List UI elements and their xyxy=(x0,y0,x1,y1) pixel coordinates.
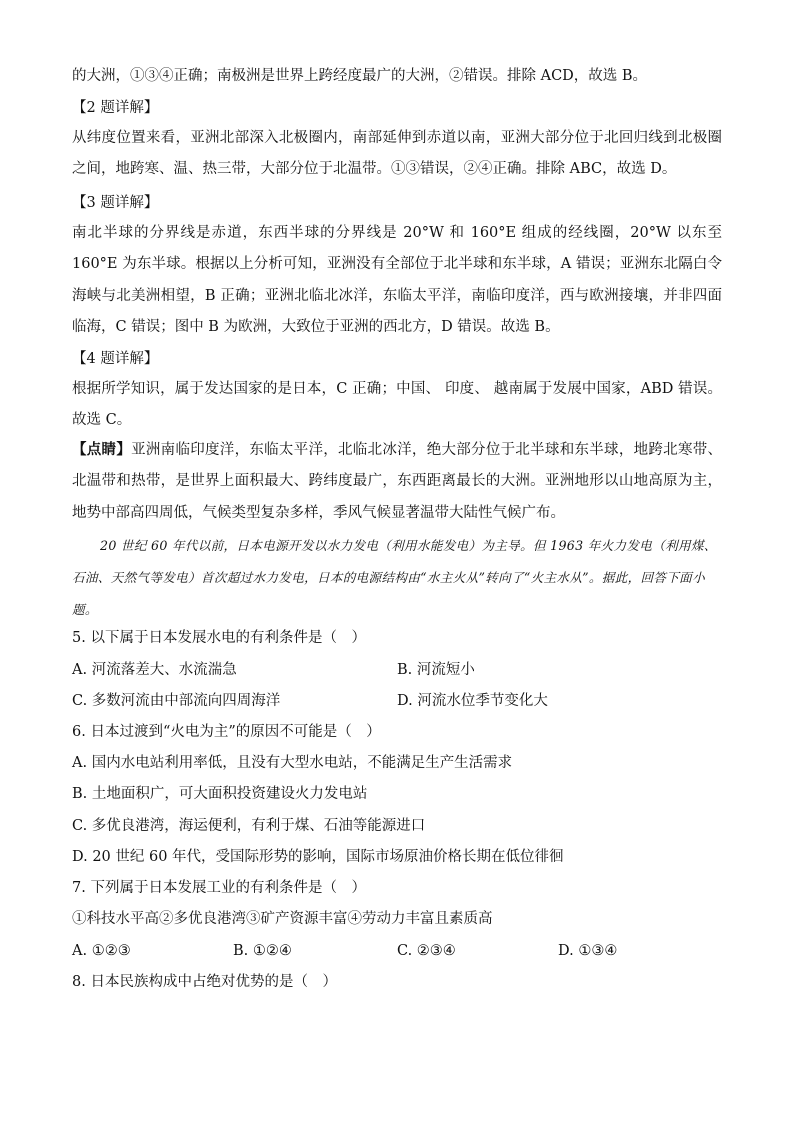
question-7-option-d[interactable]: D. ①③④ xyxy=(558,943,618,959)
question-8-stem: 8. 日本民族构成中占绝对优势的是（ ） xyxy=(72,974,337,990)
question-6-option-c[interactable]: C. 多优良港湾，海运便利，有利于煤、石油等能源进口 xyxy=(72,818,426,834)
question-6-option-d[interactable]: D. 20 世纪 60 年代，受国际形势的影响，国际市场原油价格长期在低位徘徊 xyxy=(72,849,564,865)
q2-heading: 【2 题详解】 xyxy=(72,100,159,116)
q4-heading: 【4 题详解】 xyxy=(72,351,159,367)
q3-explanation: 南北半球的分界线是赤道，东西半球的分界线是 20°W 和 160°E 组成的经线圈，20°W 以东至 160°E 为东半球。根据以上分析可知，亚洲没有全部位于北半球和东半球，A 错误；亚洲东北隔白令海峡与北美洲相望，B 正确；亚洲北临北冰洋，东临太平洋，南临印度洋，西与欧洲接壤，并非四面临海，C 错误；图中 B 为欧洲，大致位于亚洲的西北方，D 错误。故选 B。 xyxy=(72,225,722,336)
question-5-option-c[interactable]: C. 多数河流由中部流向四周海洋 xyxy=(72,693,281,709)
key-point-body: 亚洲南临印度洋，东临太平洋，北临北冰洋，绝大部分位于北半球和东半球，地跨北寒带、北温带和热带，是世界上面积最大、跨纬度最广，东西距离最长的大洲。亚洲地形以山地高原为主，地势中部高四周低，气候类型复杂多样，季风气候显著温带大陆性气候广布。 xyxy=(72,442,723,521)
question-7-option-b[interactable]: B. ①②④ xyxy=(233,943,292,959)
question-6-option-b[interactable]: B. 土地面积广，可大面积投资建设火力发电站 xyxy=(72,786,368,802)
question-7-option-a[interactable]: A. ①②③ xyxy=(72,943,131,959)
key-point-note xyxy=(72,434,722,529)
key-point-label: 【点睛】 xyxy=(72,441,132,458)
reading-material: 20 世纪 60 年代以前，日本电源开发以水力发电（利用水能发电）为主导。但 1963 年火力发电（利用煤、石油、天然气等发电）首次超过水力发电，日本的电源结构由“水主火从”转向了“火主水从”。据此，回答下面小题。 xyxy=(72,538,717,617)
question-5-option-d[interactable]: D. 河流水位季节变化大 xyxy=(397,693,548,709)
question-5-option-b[interactable]: B. 河流短小 xyxy=(397,662,475,678)
question-7-stem: 7. 下列属于日本发展工业的有利条件是（ ） xyxy=(72,880,366,896)
question-7-option-c[interactable]: C. ②③④ xyxy=(397,943,456,959)
question-5-stem: 5. 以下属于日本发展水电的有利条件是（ ） xyxy=(72,630,366,646)
q4-explanation: 根据所学知识，属于发达国家的是日本，C 正确；中国、 印度、 越南属于发展中国家，ABD 错误。故选 C。 xyxy=(72,381,722,429)
q3-heading: 【3 题详解】 xyxy=(72,195,159,211)
question-6-stem: 6. 日本过渡到“火电为主”的原因不可能是（ ） xyxy=(72,724,381,740)
question-7-conditions: ①科技水平高②多优良港湾③矿产资源丰富④劳动力丰富且素质高 xyxy=(72,911,493,927)
question-5-option-a[interactable]: A. 河流落差大、水流湍急 xyxy=(72,662,237,678)
q2-explanation: 从纬度位置来看，亚洲北部深入北极圈内，南部延伸到赤道以南，亚洲大部分位于北回归线到北极圈之间，地跨寒、温、热三带，大部分位于北温带。①③错误，②④正确。排除 ABC，故选 D。 xyxy=(72,130,722,178)
question-6-option-a[interactable]: A. 国内水电站利用率低，且没有大型水电站，不能满足生产生活需求 xyxy=(72,755,513,771)
answer-continuation: 的大洲，①③④正确；南极洲是世界上跨经度最广的大洲，②错误。排除 ACD，故选 B。 xyxy=(72,68,648,84)
